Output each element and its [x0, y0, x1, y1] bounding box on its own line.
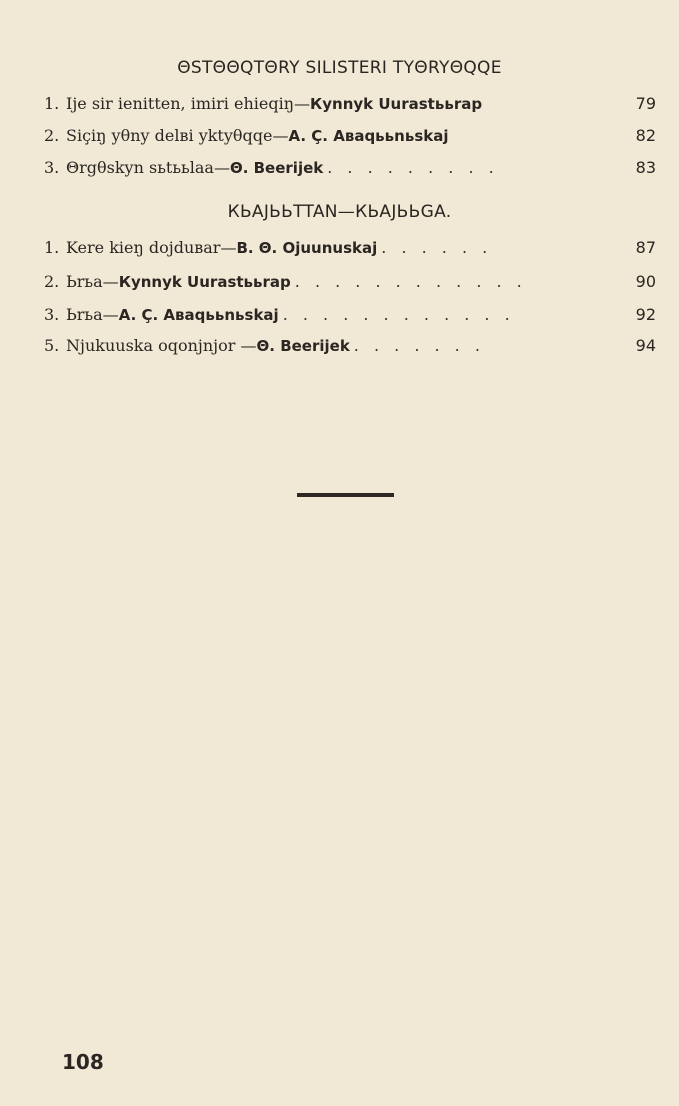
toc-entry	[44, 270, 656, 294]
page-number: 108	[62, 1050, 104, 1074]
entry-page-number: 82	[635, 126, 656, 145]
entry-page-number: 90	[635, 272, 656, 291]
entry-page-number: 83	[635, 158, 656, 177]
section-heading-stories: КЬAJЬЬTTAN—КЬAJЬЬGA.	[227, 202, 452, 222]
entry-page-number: 94	[635, 336, 656, 355]
entry-author: A. Ç. Авaqььnьskaj	[118, 306, 279, 324]
entry-page-number: 79	[635, 94, 656, 113]
toc-entry	[44, 92, 656, 116]
dot-leader: . . . . . . . . .	[327, 158, 499, 177]
entry-author: B. Θ. Ojuunuskaj	[236, 239, 378, 257]
dot-leader: . . . . . . . . . . . .	[294, 272, 527, 291]
dot-leader: . . . . . . .	[353, 336, 485, 355]
entry-author: Кynnyk Uurastььrap	[118, 273, 291, 291]
toc-entry	[44, 156, 656, 180]
entry-title: Ьrьa—	[66, 272, 119, 291]
entry-title: Kere kieŋ dojduвar—	[66, 238, 237, 257]
entry-author: Кynnyk Uurastььrap	[310, 95, 483, 113]
dot-leader: . . . . . .	[381, 238, 493, 257]
entry-title: Njukuuska oqonjnjor —	[66, 336, 257, 355]
toc-entry	[44, 124, 656, 148]
entry-number: 3.	[44, 305, 60, 324]
toc-entry	[44, 236, 656, 260]
entry-number: 2.	[44, 272, 60, 291]
entry-title: Θrgθskyn sьtььlaa—	[66, 158, 230, 177]
entry-page-number: 92	[635, 305, 656, 324]
toc-entry	[44, 334, 656, 358]
entry-author: A. Ç. Авaqььnьskaj	[288, 127, 449, 145]
entry-title: Ьrьa—	[66, 305, 119, 324]
dot-leader: . . . . . . . . . . . .	[282, 305, 515, 324]
entry-number: 1.	[44, 94, 60, 113]
entry-title: Ije sir ienitten, imiri ehieqiŋ—	[66, 94, 310, 113]
entry-number: 3.	[44, 158, 60, 177]
entry-page-number: 87	[635, 238, 656, 257]
entry-title: Siçiŋ yθny delвi yktyθqqe—	[66, 126, 289, 145]
entry-number: 2.	[44, 126, 60, 145]
entry-author: Θ. Beerijek	[256, 337, 350, 355]
toc-entry	[44, 303, 656, 327]
entry-number: 5.	[44, 336, 60, 355]
section-heading-poems: ΘSTΘΘQTΘRY SILISTERI TYΘRYΘQQE	[177, 58, 502, 78]
entry-number: 1.	[44, 238, 60, 257]
section-divider-rule	[297, 493, 394, 497]
entry-author: Θ. Beerijek	[229, 159, 324, 177]
